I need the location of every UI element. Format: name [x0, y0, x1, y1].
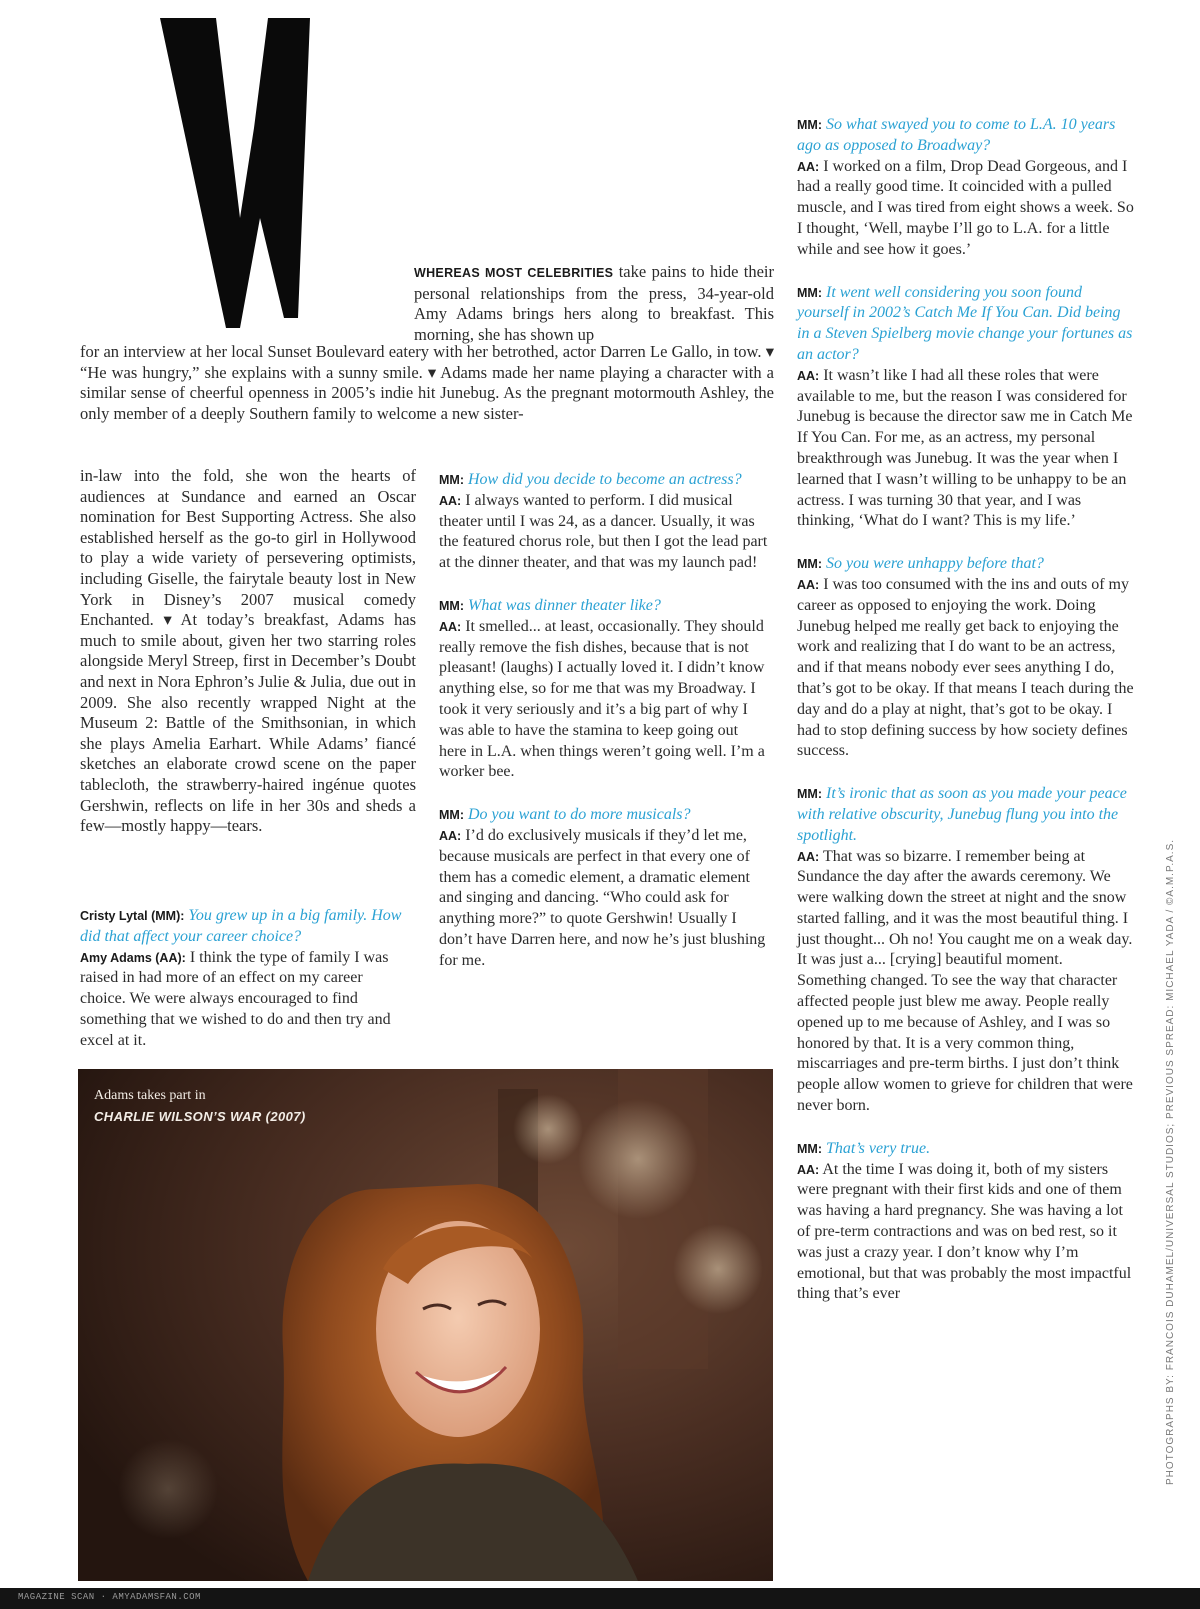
footer-text: MAGAZINE SCAN · AMYADAMSFAN.COM: [18, 1592, 201, 1602]
question-text: How did you decide to become an actress?: [468, 471, 742, 488]
answer-speaker: AA:: [797, 849, 820, 864]
answer-speaker: AA:: [797, 368, 820, 383]
question-speaker: MM:: [439, 598, 464, 613]
photo-credit: PHOTOGRAPHS BY: FRANCOIS DUHAMEL/UNIVERSAL STUDIOS; PREVIOUS SPREAD: MICHAEL YADA / ©A.M.P.A.S.: [1165, 838, 1176, 1485]
question-text: Do you want to do more musicals?: [468, 806, 691, 824]
intro-paragraph-main: for an interview at her local Sunset Boulevard eatery with her betrothed, actor Darren Le Gallo, in tow. ▾ “He was hungry,” she explains with a sunny smile. ▾ Adams made her name playing a character with a similar sense of cheerful openness in 2005’s indie hit Junebug. As the pregnant motormouth Ashley, the only member of a deeply Southern family to welcome a new sister-: [80, 342, 774, 423]
answer-speaker: AA:: [439, 619, 462, 634]
question: [439, 596, 769, 617]
answer: [797, 366, 1135, 532]
qa-item: [80, 906, 410, 1052]
intro-paragraph-left: in-law into the fold, she won the hearts of audiences at Sundance and earned an Oscar nomination for Best Supporting Actress. She also established herself as the go-to girl in Hollywood to play a wide variety of persevering optimists, including Giselle, the fairytale beauty lost in New York in Disney’s 2007 musical comedy Enchanted. ▾ At today’s breakfast, Adams has much to smile about, given her two starring roles alongside Meryl Streep, first in December’s Doubt and next in Nora Ephron’s Julie & Julia, due out in 2009. She also recently wrapped Night at the Museum 2: Battle of the Smithsonian, in which she plays Amelia Earhart. While Adams’ fiancé sketches an elaborate crowd scene on the paper tablecloth, the strawberry-haired ingénue quotes Gershwin, reflects on life in her 30s and sheds a few—mostly happy—tears.: [80, 466, 416, 836]
answer-speaker: AA:: [439, 828, 462, 843]
intro-paragraph-top: [414, 262, 774, 345]
question-text: What was dinner theater like?: [468, 596, 661, 614]
answer: [439, 491, 769, 574]
answer-text: That was so bizarre. I remember being at Sundance the day after the awards ceremony. We were walking down the street at night and the snow started falling, and it was the most beautiful thing. I just thought... Oh no! You caught me on a weak day. It was just a... [crying] beautiful moment. Something changed. To see the way that character affected people just blew me away. People really opened up to me because of Ashley, and I was so honored by that. It is a very common thing, miscarriages and pre-term births. I just don’t think people allow women to grieve for children that were never born.: [797, 847, 1133, 1115]
question: [797, 784, 1135, 846]
answer-text: It wasn’t like I had all these roles that were available to me, but the reason I was considered for Junebug is because the director saw me in Catch Me If You Can. For me, as an actress, my personal breakthrough was Junebug. It was the year when I learned that I wasn’t willing to be unhappy to be an actress. I was turning 30 that year, and I was thinking, ‘What do I want? This is my life.’: [797, 366, 1133, 530]
question-speaker: MM:: [797, 285, 822, 300]
question: [439, 805, 769, 826]
answer: [797, 847, 1135, 1117]
question: [797, 283, 1135, 366]
question-speaker: MM:: [797, 1141, 822, 1156]
answer-speaker: Amy Adams (AA):: [80, 950, 186, 965]
qa-item: [439, 470, 769, 574]
answer: [797, 1160, 1135, 1306]
question-text: So what swayed you to come to L.A. 10 years ago as opposed to Broadway?: [797, 116, 1116, 154]
portrait-photo-image: [78, 1069, 773, 1581]
answer-speaker: AA:: [439, 493, 462, 508]
question-speaker: MM:: [797, 118, 822, 132]
intro-lead: WHEREAS MOST CELEBRITIES: [414, 266, 614, 280]
scan-footer-bar: [0, 1588, 1200, 1609]
caption-film-title: CHARLIE WILSON’S WAR (2007): [94, 1109, 306, 1124]
question-speaker: MM:: [797, 787, 822, 802]
answer: [797, 575, 1135, 762]
answer-text: I always wanted to perform. I did musical theater until I was 24, as a dancer. Usually, it was the featured chorus role, but then I got the lead part at the dinner theater, and that was my launch pad!: [439, 491, 768, 572]
answer-text: I think the type of family I was raised in had more of an effect on my career choice. We were always encouraged to find something that we wished to do and then try and excel at it.: [80, 948, 391, 1049]
question-speaker: Cristy Lytal (MM):: [80, 909, 185, 923]
qa-item: [797, 283, 1135, 533]
question-text: It went well considering you soon found yourself in 2002’s Catch Me If You Can. Did being in a Steven Spielberg movie change your fortunes as an actor?: [797, 283, 1133, 363]
answer-speaker: AA:: [797, 159, 820, 174]
intro-text-top: take pains to hide their personal relationships from the press, 34-year-old Amy Adams brings hers along to breakfast. This morning, she has shown up: [414, 262, 775, 344]
qa-item: [439, 805, 769, 971]
question: [797, 554, 1135, 575]
question-text: That’s very true.: [826, 1139, 931, 1157]
answer-text: At the time I was doing it, both of my sisters were pregnant with their first kids and one of them was having a hard pregnancy. She was having a lot of pre-term contractions and was on bed rest, so it was just a crazy year. I don’t know why I’m emotional, but that was probably the most impactful thing that’s ever: [797, 1160, 1132, 1303]
qa-item: [439, 596, 769, 783]
question: [439, 470, 769, 491]
question: [797, 115, 1135, 157]
question-speaker: MM:: [439, 473, 464, 487]
answer-text: I worked on a film, Drop Dead Gorgeous, and I had a really good time. It coincided with a pulled muscle, and I was tired from eight shows a week. So I thought, ‘Well, maybe I’ll go to L.A. for a little while and see how it goes.’: [797, 157, 1134, 258]
question: [797, 1139, 1135, 1160]
photo-caption: [94, 1085, 306, 1127]
answer: [797, 157, 1135, 261]
qa-column-right: [797, 115, 1135, 1327]
qa-item: [797, 554, 1135, 762]
answer: [80, 948, 410, 1052]
qa-item: [797, 1139, 1135, 1305]
question: [80, 906, 410, 948]
answer: [439, 617, 769, 783]
qa-item: [797, 784, 1135, 1117]
caption-line: Adams takes part in: [94, 1088, 206, 1103]
question-speaker: MM:: [797, 557, 822, 572]
question-text: You grew up in a big family. How did that affect your career choice?: [80, 907, 402, 945]
answer: [439, 826, 769, 972]
answer-text: It smelled... at least, occasionally. They should really remove the fish dishes, because that is not pleasant! (laughs) I actually loved it. I didn’t know anything else, so for me that was my Broadway. I took it very seriously and it’s a big part of why I was able to have the stamina to keep going out here in L.A. when things weren’t going well. I’m a worker bee.: [439, 617, 765, 781]
answer-text: I was too consumed with the ins and outs of my career as opposed to enjoying the work. Doing Junebug helped me really get back to enjoying the work and realizing that I do want to be an actress, and if that means nobody ever sees anything I do, that’s got to be okay. If that means I teach during the day and do a play at night, that’s got to be okay. I had to stop defining success by how society defines success.: [797, 575, 1134, 760]
qa-item: [797, 115, 1135, 261]
portrait-photo: [78, 1069, 773, 1581]
answer-speaker: AA:: [797, 1162, 820, 1177]
question-text: So you were unhappy before that?: [826, 555, 1044, 573]
qa-column-left: [80, 906, 410, 1074]
question-text: It’s ironic that as soon as you made your peace with relative obscurity, Junebug flung you into the spotlight.: [797, 785, 1127, 844]
answer-text: I’d do exclusively musicals if they’d let me, because musicals are perfect in that every one of them has a comedic element, a dramatic element and singing and dancing. “Who could ask for anything more?” to quote Gershwin! Usually I don’t have Darren here, and now he’s just blushing for me.: [439, 826, 766, 969]
question-speaker: MM:: [439, 808, 464, 823]
dropcap-letter-w: [160, 18, 310, 328]
qa-column-middle: [439, 470, 769, 994]
answer-speaker: AA:: [797, 577, 820, 592]
